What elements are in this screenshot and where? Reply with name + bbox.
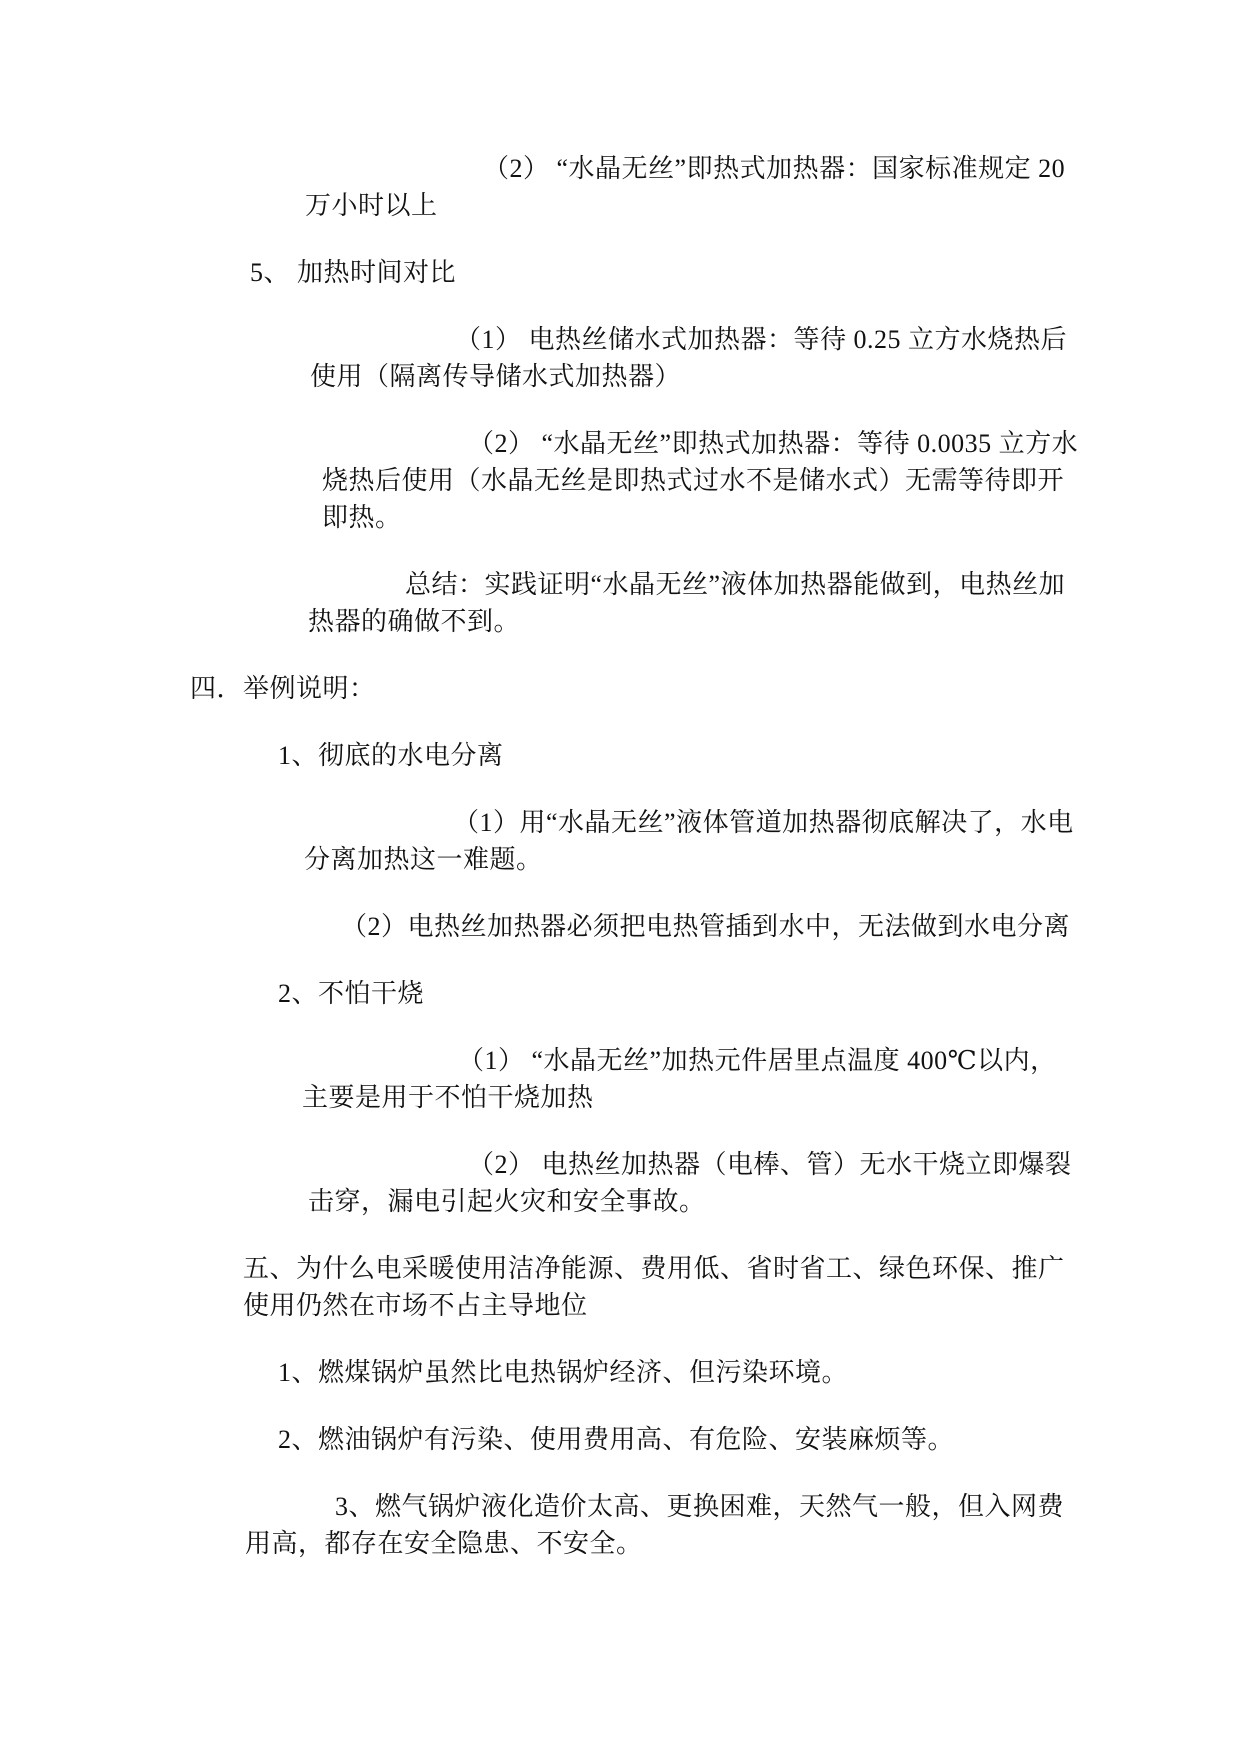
heading-example2-dry-burn: 2、不怕干烧 [278,979,425,1008]
heading-section4-examples: 四．举例说明： [190,674,376,703]
para-summary: 总结：实践证明“水晶无丝”液体加热器能做到，电热丝加热器的确做不到。 [308,570,1066,636]
para-example2-point1: （1） “水晶无丝”加热元件居里点温度 400℃以内，主要是用于不怕干烧加热 [302,1046,1057,1112]
para-coal-boiler: 1、燃煤锅炉虽然比电热锅炉经济、但污染环境。 [278,1358,849,1387]
para-oil-boiler: 2、燃油锅炉有污染、使用费用高、有危险、安装麻烦等。 [278,1425,955,1454]
para-standard-item2: （2） “水晶无丝”即热式加热器：国家标准规定 20 万小时以上 [305,154,1066,220]
para-example1-point2: （2）电热丝加热器必须把电热管插到水中，无法做到水电分离 [341,912,1071,941]
para-gas-boiler: 3、燃气锅炉液化造价太高、更换困难，天然气一般，但入网费用高，都存在安全隐患、不安全。 [245,1492,1065,1558]
para-example2-point2: （2） 电热丝加热器（电棒、管）无水干烧立即爆裂击穿，漏电引起火灾和安全事故。 [308,1150,1072,1216]
heading-example1-separation: 1、彻底的水电分离 [278,741,504,770]
heading-section5-why: 五、为什么电采暖使用洁净能源、费用低、省时省工、绿色环保、推广使用仍然在市场不占主导地位 [243,1254,1065,1320]
para-heating-time-2: （2） “水晶无丝”即热式加热器：等待 0.0035 立方水烧热后使用（水晶无丝是即热式过水不是储水式）无需等待即开即热。 [322,429,1079,532]
para-example1-point1: （1）用“水晶无丝”液体管道加热器彻底解决了，水电分离加热这一难题。 [304,808,1074,874]
heading-item5-heating-time: 5、 加热时间对比 [250,258,457,287]
para-heating-time-1: （1） 电热丝储水式加热器：等待 0.25 立方水烧热后使用（隔离传导储水式加热器） [310,325,1068,391]
